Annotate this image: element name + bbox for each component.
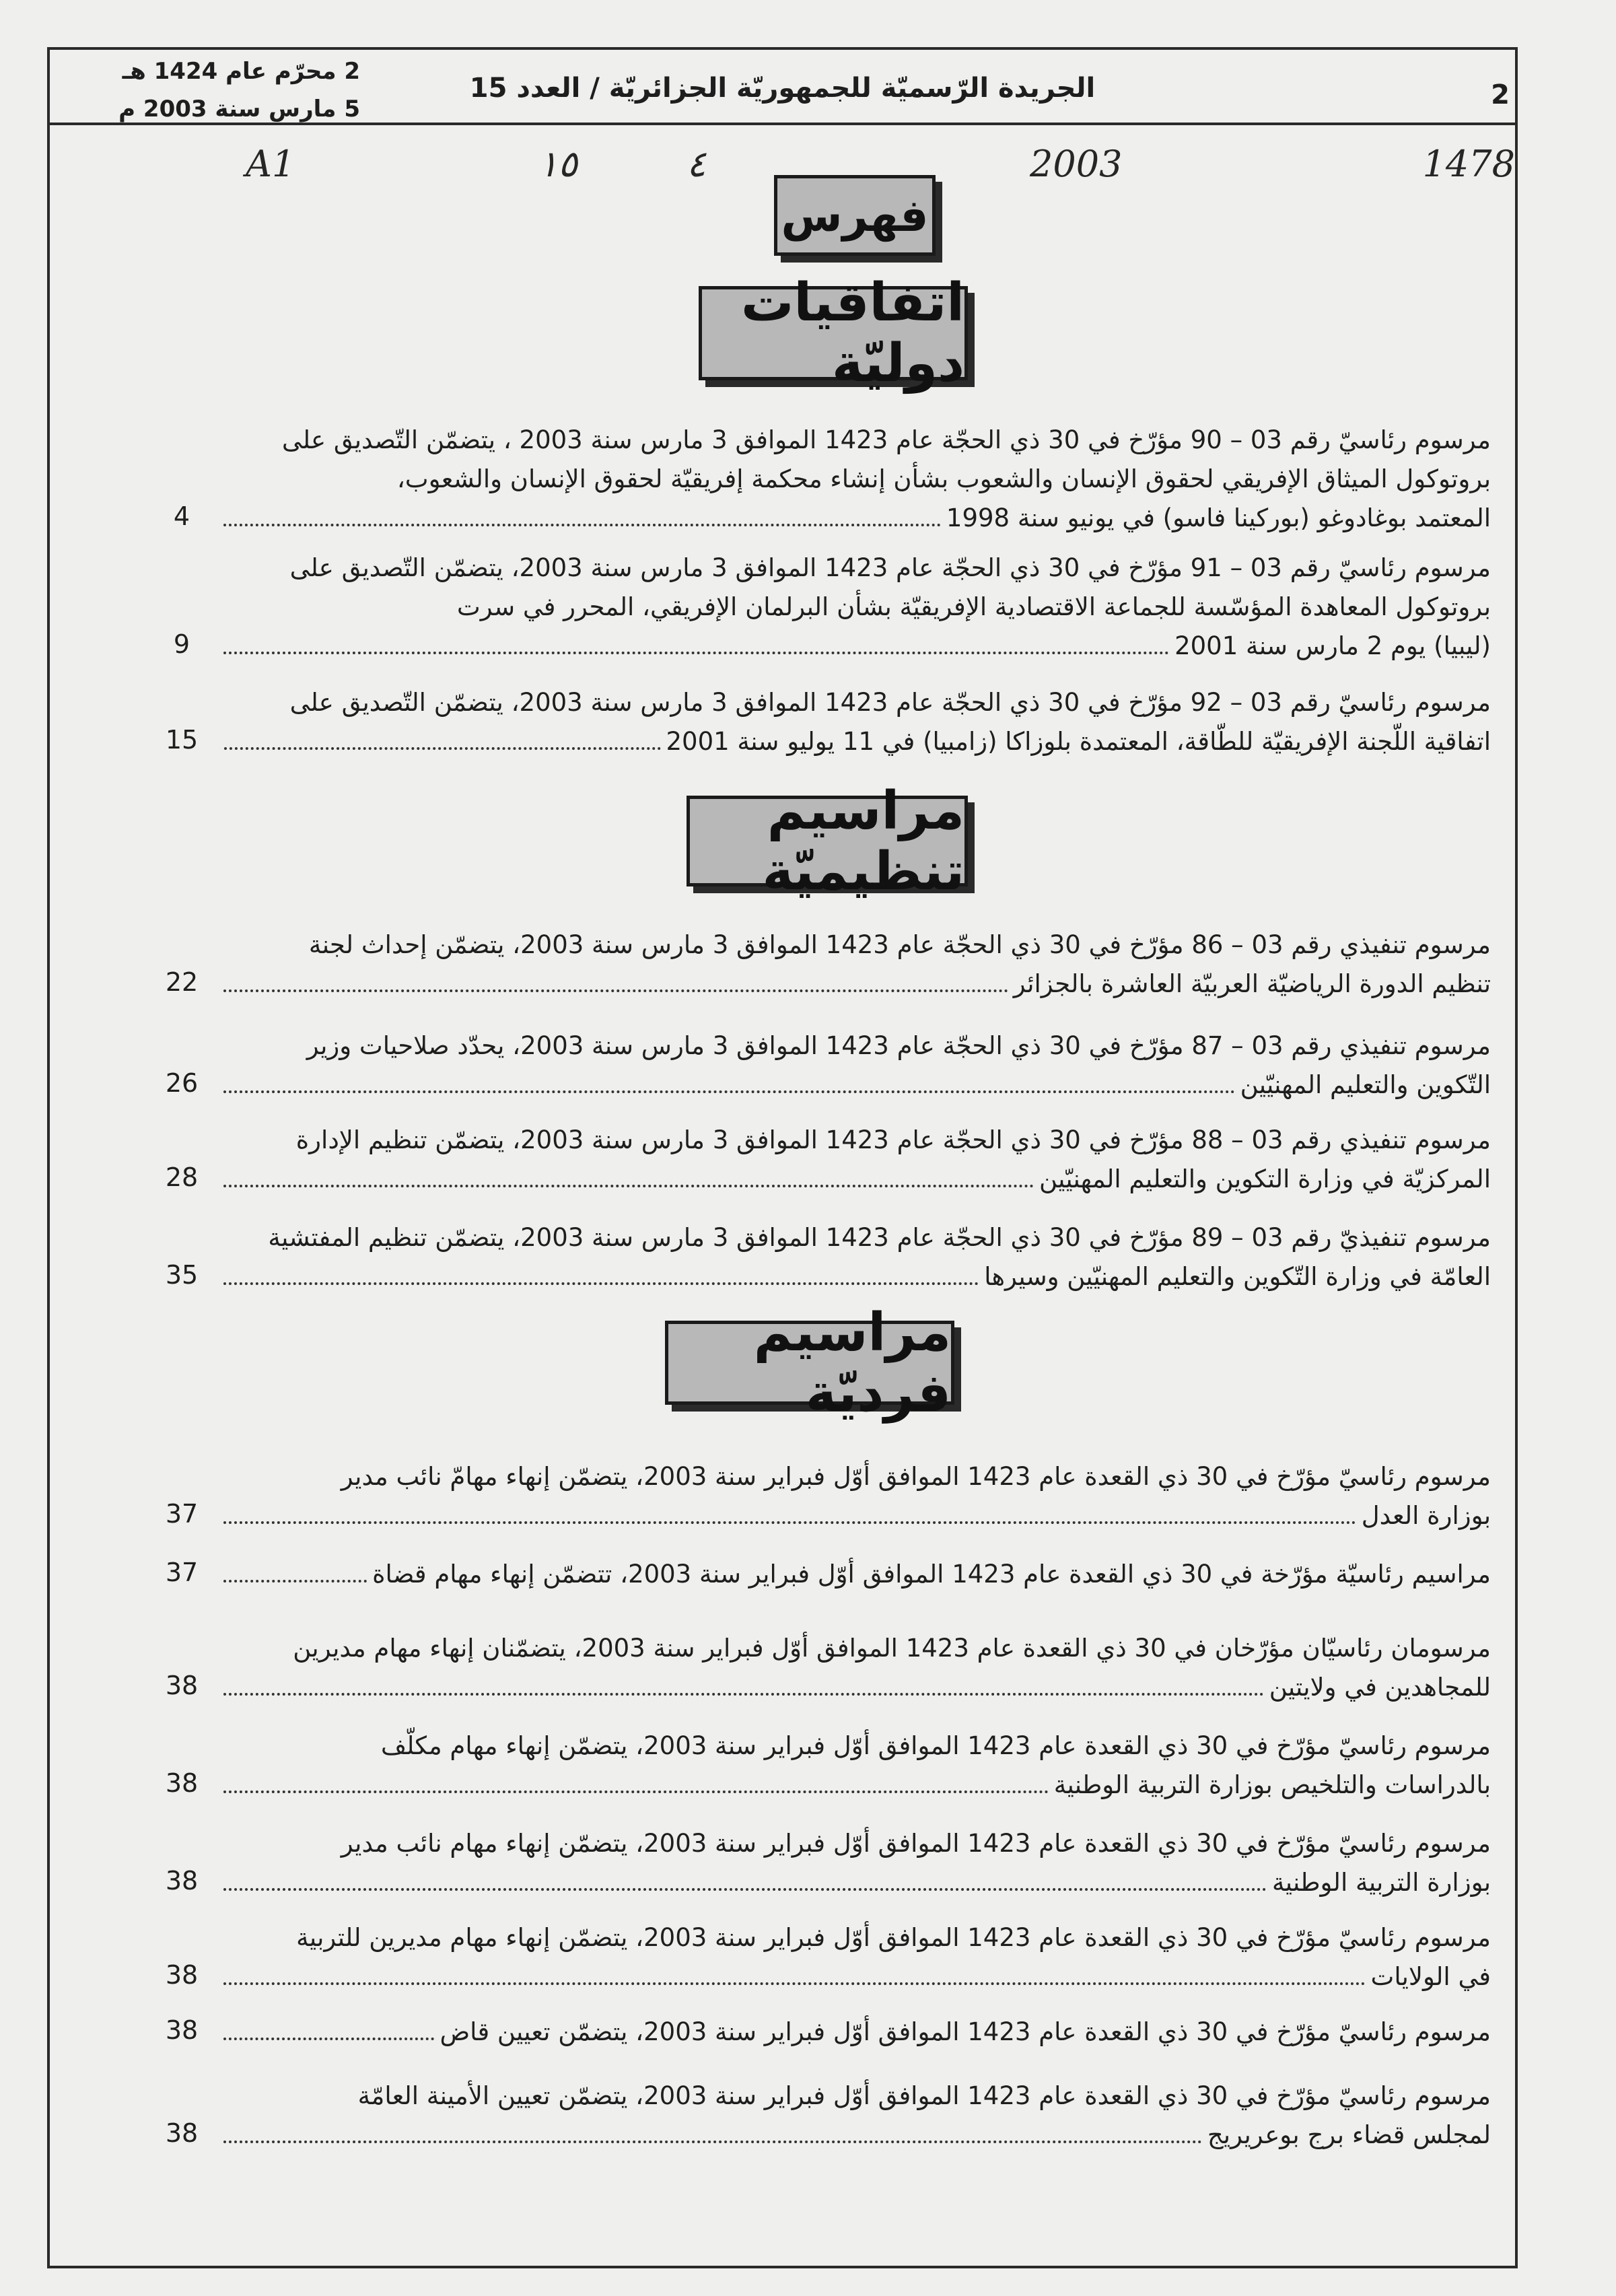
toc-entry — [215, 549, 1491, 666]
toc-entry — [215, 1121, 1491, 1199]
toc-entry — [215, 2013, 1491, 2052]
handwritten-note: ١٥ — [538, 143, 578, 185]
toc-entry-text: اتفاقية اللّجنة الإفريقيّة للطّاقة، المعتمدة بلوزاكا (زامبيا) في 11 يوليو سنة 2001 — [666, 727, 1491, 756]
toc-entry-text: في الولايات — [1370, 1962, 1491, 1991]
toc-entry-text: المركزيّة في وزارة التكوين والتعليم المهنيّين — [1039, 1164, 1491, 1193]
toc-entry-line — [215, 1863, 1491, 1902]
issue-date — [104, 53, 360, 128]
toc-entry-line: مرسوم تنفيذي رقم 03 – 87 مؤرّخ في 30 ذي الحجّة عام 1423 الموافق 3 مارس سنة 2003، يحدّد صلاحيات وزير — [306, 1031, 1491, 1060]
page-header — [47, 47, 1518, 121]
leader-dots — [223, 1573, 367, 1582]
toc-page-number: 37 — [165, 1499, 199, 1529]
gregorian-date: 5 مارس سنة 2003 م — [118, 96, 360, 123]
leader-dots — [223, 2031, 434, 2040]
header-rule — [47, 123, 1518, 125]
toc-entry-line — [215, 722, 1491, 761]
toc-page-number: 38 — [165, 1960, 199, 1990]
toc-page-number: 38 — [165, 1866, 199, 1895]
toc-entry — [215, 1629, 1491, 1707]
toc-entry-line — [215, 965, 1491, 1004]
toc-entry-line: بروتوكول المعاهدة المؤسّسة للجماعة الاقتصادية الإفريقيّة بشأن البرلمان الإفريقي، المحرر في سرت — [456, 592, 1491, 621]
toc-entry-line: مرسوم رئاسيّ مؤرّخ في 30 ذي القعدة عام 1423 الموافق أوّل فبراير سنة 2003، يتضمّن إنهاء مهام مكلّف — [380, 1731, 1491, 1760]
toc-entry-text: (ليبيا) يوم 2 مارس سنة 2001 — [1174, 631, 1491, 660]
leader-dots — [223, 1881, 1267, 1891]
toc-entry-line — [215, 627, 1491, 666]
toc-entry-line — [215, 1496, 1491, 1535]
toc-entry-line — [215, 1668, 1491, 1707]
toc-page-number: 28 — [165, 1162, 199, 1192]
toc-entry-text: مراسيم رئاسيّة مؤرّخة في 30 ذي القعدة عام 1423 الموافق أوّل فبراير سنة 2003، تتضمّن إنهاء مهام قضاة — [372, 1560, 1491, 1589]
leader-dots — [224, 740, 661, 750]
toc-entry-text: تنظيم الدورة الرياضيّة العربيّة العاشرة بالجزائر — [1013, 969, 1491, 998]
leader-dots — [223, 1686, 1264, 1696]
toc-page-number: 26 — [165, 1068, 199, 1098]
toc-entry-line: مرسوم رئاسيّ رقم 03 – 92 مؤرّخ في 30 ذي الحجّة عام 1423 الموافق 3 مارس سنة 2003، يتضمّن التّصديق على — [289, 688, 1491, 717]
toc-entry — [215, 683, 1491, 761]
leader-dots — [223, 645, 1169, 654]
leader-dots — [223, 1784, 1049, 1793]
toc-page-number: 4 — [173, 501, 190, 531]
toc-page-number: 35 — [165, 1260, 199, 1290]
journal-title: الجريدة الرّسميّة للجمهوريّة الجزائريّة / العدد 15 — [469, 73, 1096, 104]
toc-entry-text: التّكوين والتعليم المهنيّين — [1240, 1070, 1491, 1099]
toc-entry — [215, 2077, 1491, 2155]
toc-entry-text: لمجلس قضاء برج بوعريريج — [1207, 2120, 1491, 2149]
handwritten-note: ٤ — [687, 143, 707, 185]
toc-entry-text: بالدراسات والتلخيص بوزارة التربية الوطنية — [1053, 1770, 1491, 1799]
toc-entry-line — [215, 1766, 1491, 1805]
toc-entry-line — [215, 2013, 1491, 2052]
toc-entry-line: بروتوكول الميثاق الإفريقي لحقوق الإنسان والشعوب بشأن إنشاء محكمة إفريقيّة لحقوق الإنسان والشعوب، — [396, 464, 1491, 493]
toc-page-number: 37 — [165, 1558, 199, 1587]
toc-entry — [215, 1727, 1491, 1805]
hijri-date: 2 محرّم عام 1424 هـ — [122, 58, 360, 85]
toc-entry-line — [215, 1160, 1491, 1199]
toc-entry-line: مرسوم تنفيذي رقم 03 – 86 مؤرّخ في 30 ذي الحجّة عام 1423 الموافق 3 مارس سنة 2003، يتضمّن إحداث لجنة — [308, 930, 1491, 959]
toc-entry-line: مرسوم تنفيذي رقم 03 – 88 مؤرّخ في 30 ذي الحجّة عام 1423 الموافق 3 مارس سنة 2003، يتضمّن تنظيم الإدارة — [295, 1125, 1491, 1154]
toc-entry — [215, 1918, 1491, 1996]
toc-entry-line — [215, 1257, 1491, 1296]
toc-entry-text: بوزارة التربية الوطنية — [1271, 1868, 1491, 1897]
leader-dots — [223, 1276, 979, 1285]
toc-entry-line: مرسوم رئاسيّ رقم 03 – 90 مؤرّخ في 30 ذي الحجّة عام 1423 الموافق 3 مارس سنة 2003 ، يتضمّن التّصديق على — [281, 425, 1491, 454]
toc-entry-line — [215, 2116, 1491, 2155]
section-title-individual-decrees: مراسيم فرديّة — [665, 1321, 954, 1405]
leader-dots — [223, 517, 941, 526]
toc-page-number: 38 — [165, 2015, 199, 2045]
handwritten-note: 2003 — [1030, 143, 1123, 185]
toc-entry-line — [215, 499, 1491, 538]
leader-dots — [223, 1178, 1034, 1187]
toc-entry-text: المعتمد بوغادوغو (بوركينا فاسو) في يونيو سنة 1998 — [946, 503, 1491, 532]
page-number: 2 — [1491, 79, 1510, 110]
toc-entry — [215, 1555, 1491, 1594]
toc-page-number: 38 — [165, 2118, 199, 2148]
handwritten-note: A1 — [246, 143, 295, 185]
toc-entry — [215, 421, 1491, 538]
leader-dots — [223, 1084, 1235, 1093]
toc-entry-line: مرسومان رئاسيّان مؤرّخان في 30 ذي القعدة عام 1423 الموافق أوّل فبراير سنة 2003، يتضمّنان إنهاء مهام مديرين — [293, 1634, 1491, 1663]
toc-entry — [215, 1027, 1491, 1105]
toc-entry — [215, 926, 1491, 1004]
toc-entry-line: مرسوم رئاسيّ مؤرّخ في 30 ذي القعدة عام 1423 الموافق أوّل فبراير سنة 2003، يتضمّن إنهاء مهامّ نائب مدير — [341, 1462, 1491, 1491]
toc-entry — [215, 1824, 1491, 1902]
handwritten-note: 1478 — [1422, 143, 1515, 185]
toc-entry-text: العامّة في وزارة التّكوين والتعليم المهنيّين وسيرها — [984, 1262, 1491, 1291]
toc-entry-line — [215, 1555, 1491, 1594]
toc-entry-line: مرسوم رئاسيّ رقم 03 – 91 مؤرّخ في 30 ذي الحجّة عام 1423 الموافق 3 مارس سنة 2003، يتضمّن التّصديق على — [289, 553, 1491, 582]
toc-entry-line: مرسوم رئاسيّ مؤرّخ في 30 ذي القعدة عام 1423 الموافق أوّل فبراير سنة 2003، يتضمّن تعيين الأمينة العامّة — [357, 2081, 1491, 2110]
toc-entry-line: مرسوم رئاسيّ مؤرّخ في 30 ذي القعدة عام 1423 الموافق أوّل فبراير سنة 2003، يتضمّن إنهاء مهام نائب مدير — [341, 1829, 1491, 1858]
toc-entry-text: للمجاهدين في ولايتين — [1269, 1673, 1491, 1702]
leader-dots — [223, 2134, 1202, 2143]
toc-entry — [215, 1457, 1491, 1535]
leader-dots — [223, 983, 1008, 992]
toc-page-number: 9 — [173, 629, 190, 659]
toc-entry-text: بوزارة العدل — [1361, 1501, 1491, 1530]
toc-entry-line: مرسوم رئاسيّ مؤرّخ في 30 ذي القعدة عام 1423 الموافق أوّل فبراير سنة 2003، يتضمّن إنهاء مهام مديرين للتربية — [296, 1923, 1491, 1952]
toc-page-number: 38 — [165, 1671, 199, 1700]
toc-entry-line: مرسوم تنفيذيّ رقم 03 – 89 مؤرّخ في 30 ذي الحجّة عام 1423 الموافق 3 مارس سنة 2003، يتضمّن تنظيم المفتشية — [268, 1223, 1491, 1252]
toc-entry-line — [215, 1066, 1491, 1105]
toc-entry-text: مرسوم رئاسيّ مؤرّخ في 30 ذي القعدة عام 1423 الموافق أوّل فبراير سنة 2003، يتضمّن تعيين قاض — [440, 2017, 1491, 2046]
toc-page-number: 38 — [165, 1768, 199, 1798]
section-title-international-agreements: اتفاقيات دوليّة — [699, 286, 968, 380]
toc-page-number: 15 — [165, 725, 199, 755]
leader-dots — [223, 1976, 1366, 1985]
leader-dots — [223, 1515, 1356, 1524]
toc-entry-line — [215, 1957, 1491, 1996]
section-title-index: فهرس — [774, 175, 936, 256]
section-title-regulatory-decrees: مراسيم تنظيميّة — [687, 796, 968, 886]
toc-entry — [215, 1218, 1491, 1296]
toc-page-number: 22 — [165, 967, 199, 997]
